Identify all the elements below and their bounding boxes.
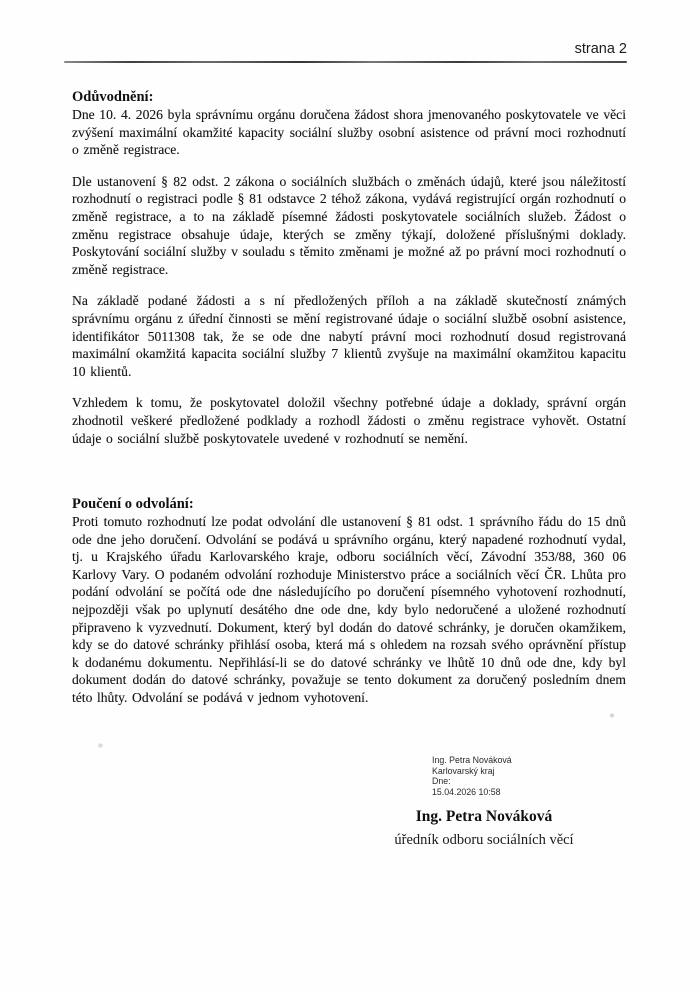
- digital-signature-stamp: [432, 755, 594, 797]
- stamp-date-label: Dne:: [432, 776, 451, 787]
- justification-paragraph-1: Dne 10. 4. 2026 byla správnímu orgánu doručena žádost shora jmenovaného poskytovatele ve věci zvýšení maximální okamžité kapacity sociální služby osobní asistence od právní moci rozhodnutí o změně registrace.: [72, 107, 626, 158]
- header-divider-line: [64, 61, 627, 63]
- justification-paragraph-3: Na základě podané žádosti a s ní předložených příloh a na základě skutečností známých správnímu orgánu z úřední činnosti se mění registrované údaje o sociální službě osobní asistence, identifikátor 5011308 tak, že se ode dne nabytí právní moci rozhodnutí dosud registrovaná maximální okamžitá kapacita sociální služby 7 klientů zvyšuje na maximální okamžitou kapacitu 10 klientů.: [72, 293, 626, 379]
- stamp-signer-name: Ing. Petra Nováková: [432, 755, 512, 765]
- appeal-notice-heading: Poučení o odvolání:: [72, 496, 194, 512]
- stamp-organization: Karlovarský kraj: [432, 765, 495, 776]
- appeal-notice-paragraph: Proti tomuto rozhodnutí lze podat odvolání dle ustanovení § 81 odst. 1 správního řádu do 15 dnů ode dne jeho doručení. Odvolání se podává u správního orgánu, který napadené rozhodnutí vydal, tj. u Krajského úřadu Karlovarského kraje, odboru sociálních věcí, Závodní 353/88, 360 06 Karlovy Vary. O podaném odvolání rozhoduje Ministerstvo práce a sociálních věcí ČR. Lhůta pro podání odvolání se počítá ode dne následujícího po doručení písemného vyhotovení rozhodnutí, nejpozději však po uplynutí desátého dne ode dne, kdy bylo nedoručené a uložené rozhodnutí připraveno k vyzvednutí. Dokument, který byl dodán do datové schránky, je doručen okamžikem, kdy se do datové schránky přihlásí osoba, která má s ohledem na rozsah svého oprávnění přístup k dodanému dokumentu. Nepřihlásí-li se do datové schránky ve lhůtě 10 dnů ode dne, kdy byl dokument dodán do datové schránky, považuje se tento dokument za doručený posledním dnem této lhůty. Odvolání se podává v jednom vyhotovení.: [72, 514, 626, 705]
- page-number-label: strana 2: [574, 41, 627, 57]
- stamp-date-value: 15.04.2026 10:58: [432, 786, 501, 797]
- justification-paragraph-2: Dle ustanovení § 82 odst. 2 zákona o sociálních službách o změnách údajů, které jsou náležitostí rozhodnutí o registraci podle § 81 odstavce 2 téhož zákona, vydává registrující orgán rozhodnutí o změně registrace, a to na základě písemné žádosti poskytovatele sociálních služeb. Žádost o změnu registrace obsahuje údaje, kterých se změny týkají, doložené příslušnými doklady. Poskytování sociální služby v souladu s těmito změnami je možné až po právní moci rozhodnutí o změně registrace.: [72, 173, 626, 277]
- scan-artifact-speck: [609, 713, 615, 718]
- justification-section: [72, 88, 626, 447]
- signer-name: Ing. Petra Nováková: [415, 808, 553, 826]
- signature-block: [374, 755, 594, 849]
- justification-heading: Odůvodnění:: [72, 89, 154, 105]
- signer-role: úředník odboru sociálních věcí: [394, 832, 574, 849]
- justification-paragraph-4: Vzhledem k tomu, že poskytovatel doložil všechny potřebné údaje a doklady, správní orgán zhodnotil veškeré předložené podklady a rozhodl žádosti o změnu registrace vyhovět. Ostatní údaje o sociální službě poskytovatele uvedené v rozhodnutí se nemění.: [72, 395, 626, 446]
- scan-artifact-speck: [97, 743, 104, 748]
- appeal-notice-section: [72, 495, 626, 707]
